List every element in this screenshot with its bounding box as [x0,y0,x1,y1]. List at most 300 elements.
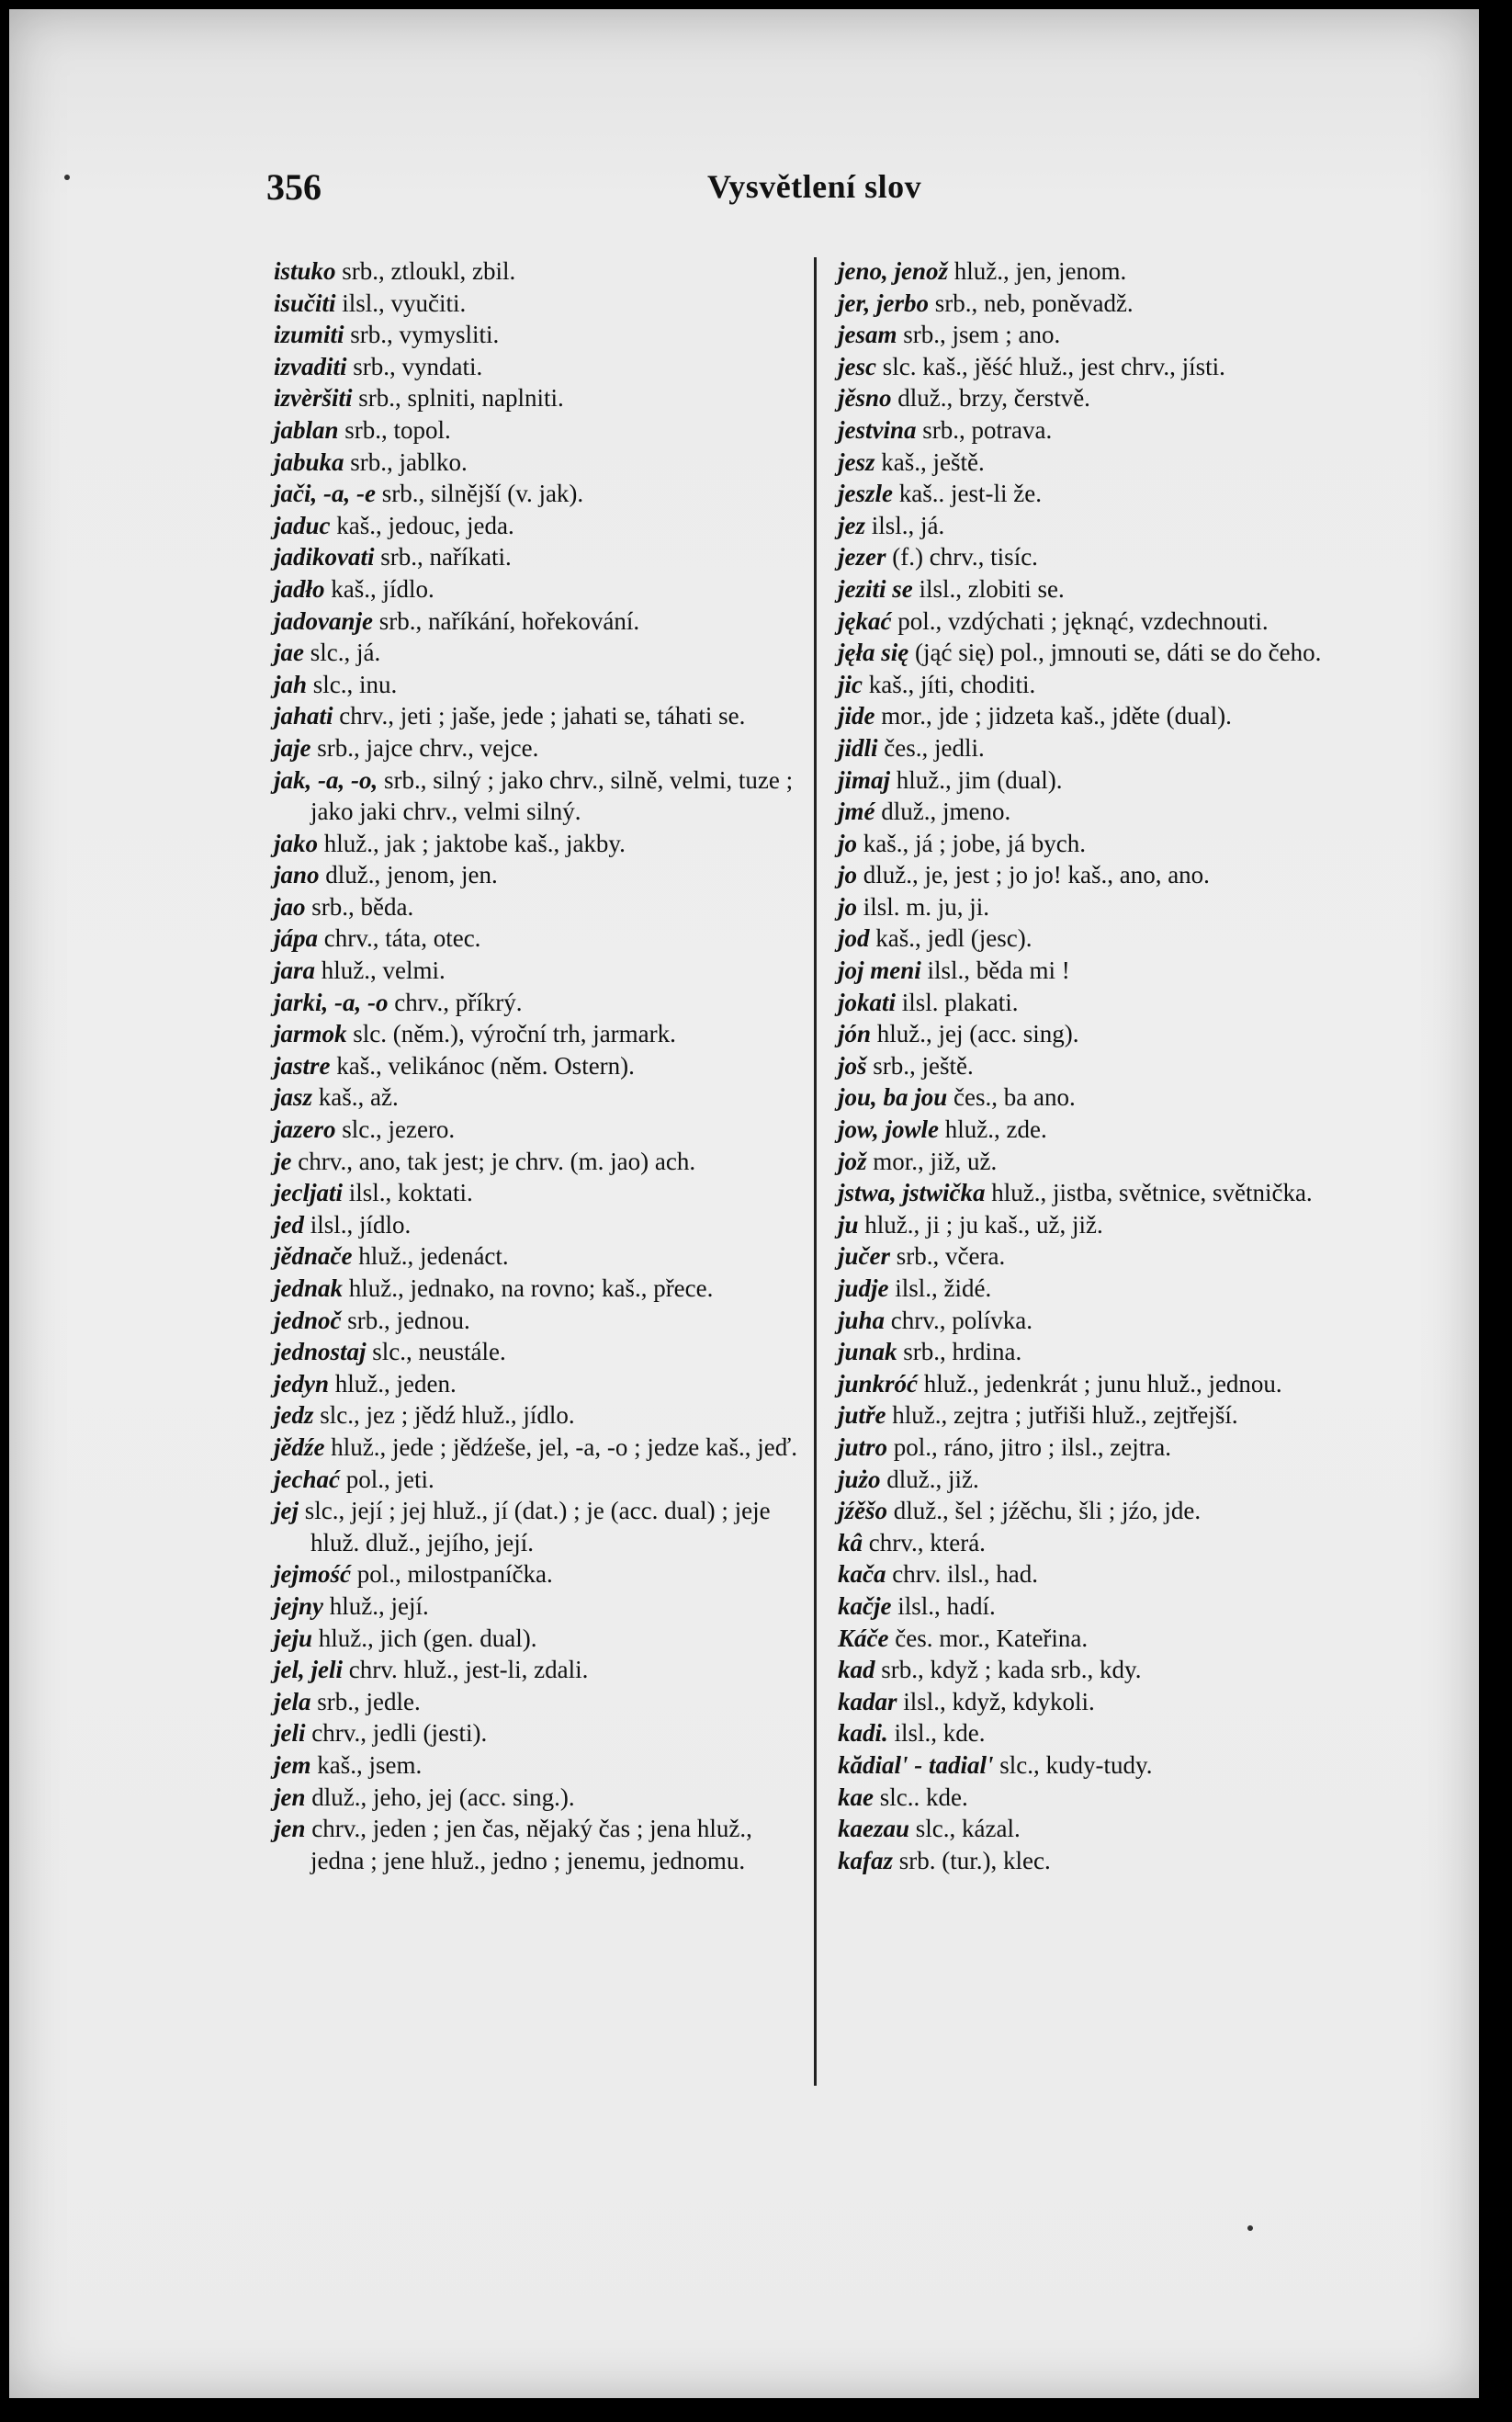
dictionary-entry [838,319,1371,351]
entry-headword: jak, -a, -o, [274,765,378,794]
entry-headword: jide [838,702,875,730]
entry-definition: pol., jeti. [339,1465,434,1493]
dictionary-entry [274,414,797,447]
entry-definition: (f.) chrv., tisíc. [886,543,1038,572]
dictionary-entry [838,447,1371,479]
entry-headword: jano [274,861,320,889]
dictionary-entry [838,351,1371,383]
entry-definition: hluž., její. [323,1591,429,1620]
dictionary-entry [838,1240,1371,1273]
entry-definition: srb., jedle. [310,1687,421,1715]
dictionary-entry [838,1114,1371,1146]
entry-headword: jedz [274,1401,314,1430]
dictionary-entry [838,1432,1371,1464]
entry-definition: hluž., zde. [939,1115,1047,1144]
entry-definition: srb., vyndati. [346,352,483,380]
entry-definition: slc., neustále. [366,1338,506,1366]
entry-headword: jic [838,670,863,698]
dictionary-entry [838,1273,1371,1305]
entry-definition: chrv., táta, otec. [318,924,481,953]
right-column [838,255,1371,1876]
dictionary-entry [838,1081,1371,1114]
dictionary-entry [274,382,797,414]
dictionary-entry [838,1686,1371,1718]
dictionary-entry [838,541,1371,573]
entry-headword: jechać [274,1465,340,1493]
dictionary-entry [274,1209,797,1241]
entry-headword: jednostaj [274,1338,367,1366]
entry-headword: jaduc [274,511,331,539]
entry-definition: dluž., již. [880,1465,979,1493]
entry-headword: jez [838,511,865,539]
entry-definition: hluž., jednako, na rovno; kaš., přece. [343,1274,714,1302]
entry-definition: srb., včera. [890,1242,1006,1271]
entry-definition: ilsl., koktati. [342,1179,473,1207]
dictionary-entry [274,669,797,701]
entry-headword: jokati [838,988,897,1016]
entry-headword: kača [838,1560,886,1589]
entry-headword: jen [274,1815,306,1843]
entry-headword: jeno, jenož [838,257,949,285]
dictionary-entry [274,1749,797,1782]
dictionary-entry [838,1558,1371,1590]
entry-definition: srb., vymysliti. [344,321,500,349]
dictionary-entry [274,1782,797,1814]
entry-definition: hluž., jich (gen. dual). [312,1624,537,1652]
entry-definition: srb., jajce chrv., vejce. [310,733,539,762]
entry-headword: jabuka [274,447,344,476]
dictionary-entry [838,1590,1371,1623]
entry-definition: hluž., jej (acc. sing). [871,1020,1079,1048]
dictionary-entry [838,1495,1371,1527]
entry-headword: kădial' - tadial' [838,1750,994,1779]
entry-definition: kaš., velikánoc (něm. Ostern). [330,1051,635,1080]
entry-headword: jučer [838,1242,890,1271]
entry-headword: jao [274,892,306,921]
page-number: 356 [266,166,322,208]
entry-headword: jědnače [274,1242,353,1271]
dictionary-entry [838,1368,1371,1400]
dictionary-entry [274,1590,797,1623]
entry-definition: kaš., jsem. [310,1750,423,1779]
entry-headword: jablan [274,415,339,444]
entry-headword: jarmok [274,1020,347,1048]
entry-headword: jezer [838,543,886,572]
entry-definition: srb., topol. [338,415,451,444]
entry-headword: kaezau [838,1815,910,1843]
dictionary-entry [838,1654,1371,1686]
entry-definition: pol., vzdýchati ; jęknąć, vzdechnouti. [891,606,1269,635]
entry-definition: slc.. kde. [873,1783,968,1811]
dictionary-entry [838,1177,1371,1209]
entry-headword: ju [838,1210,859,1239]
entry-headword: jod [838,924,870,953]
dictionary-entry [838,510,1371,542]
entry-headword: kâ [838,1528,863,1556]
scan-speck [64,175,70,180]
page-header [9,9,1479,221]
dictionary-entry [838,1782,1371,1814]
dictionary-entry [274,255,797,288]
entry-definition: pol., milostpaníčka. [350,1560,553,1589]
entry-definition: ilsl., hadí. [891,1591,996,1620]
entry-definition: čes. mor., Kateřina. [888,1624,1089,1652]
dictionary-entry [274,1081,797,1114]
dictionary-entry [838,891,1371,923]
dictionary-entry [274,1495,797,1558]
entry-definition: slc., inu. [307,670,398,698]
entry-headword: jestvina [838,415,917,444]
dictionary-entry [274,1623,797,1655]
entry-definition: (jąć się) pol., jmnouti se, dáti se do čeho. [908,639,1322,667]
entry-headword: jarki, -a, -o [274,988,389,1016]
entry-headword: jeli [274,1719,306,1748]
dictionary-entry [274,541,797,573]
entry-headword: jejmość [274,1560,351,1589]
entry-definition: chrv., ano, tak jest; je chrv. (m. jao) ach. [291,1147,696,1175]
entry-definition: dluž., jeho, jej (acc. sing.). [305,1783,575,1811]
dictionary-entry [838,859,1371,891]
entry-definition: chrv., jeti ; jaše, jede ; jahati se, táhati se. [333,702,746,730]
dictionary-entry [274,1717,797,1749]
entry-headword: jen [274,1783,306,1811]
column-divider [814,257,817,2086]
entry-definition: ilsl. m. ju, ji. [857,892,990,921]
entry-headword: jecljati [274,1179,343,1207]
entry-headword: jesam [838,321,897,349]
entry-headword: jadovanje [274,606,373,635]
entry-definition: srb., splniti, naplniti. [352,384,564,413]
entry-definition: dluž., brzy, čerstvě. [891,384,1090,413]
dictionary-entry [274,922,797,955]
dictionary-entry [838,987,1371,1019]
entry-definition: srb., potrava. [916,415,1053,444]
dictionary-entry [838,669,1371,701]
dictionary-entry [274,1368,797,1400]
dictionary-entry [274,828,797,860]
dictionary-entry [838,1336,1371,1368]
entry-headword: jara [274,956,316,985]
entry-headword: judje [838,1274,889,1302]
dictionary-entry [838,606,1371,638]
entry-definition: srb., naříkati. [374,543,512,572]
entry-definition: hluž., jak ; jaktobe kaš., jakby. [318,829,626,857]
dictionary-entry [838,1749,1371,1782]
entry-headword: jahati [274,702,333,730]
entry-headword: izvaditi [274,352,347,380]
entry-headword: junak [838,1338,897,1366]
entry-headword: jstwa, jstwička [838,1179,986,1207]
entry-headword: jeziti se [838,574,913,603]
entry-headword: je [274,1147,292,1175]
entry-headword: izumiti [274,321,344,349]
entry-headword: jo [838,829,858,857]
entry-definition: chrv., která. [863,1528,986,1556]
dictionary-entry [274,764,797,828]
entry-definition: kaš., jídlo. [324,574,434,603]
dictionary-entry [274,637,797,669]
entry-definition: hluž., jistba, světnice, světnička. [985,1179,1313,1207]
entry-definition: ilsl., jídlo. [304,1210,412,1239]
entry-definition: kaš., jedouc, jeda. [330,511,514,539]
entry-definition: chrv. hluž., jest-li, zdali. [342,1656,589,1684]
entry-headword: još [838,1051,867,1080]
entry-definition: hluž., zejtra ; jutřiši hluž., zejtřejší. [886,1401,1238,1430]
dictionary-entry [274,1399,797,1432]
entry-headword: jou, ba jou [838,1083,948,1112]
dictionary-entry [838,478,1371,510]
entry-headword: jaje [274,733,311,762]
dictionary-entry [838,1305,1371,1337]
entry-definition: pol., ráno, jitro ; ilsl., zejtra. [887,1432,1171,1461]
entry-definition: chrv., jeden ; jen čas, nějaký čas ; jena hluž., jedna ; jene hluž., jedno ; jenemu, jednomu. [305,1815,752,1874]
entry-definition: hluž., jedenkrát ; junu hluž., jednou. [918,1369,1282,1398]
entry-definition: hluž., jim (dual). [890,765,1063,794]
entry-definition: mor., již, už. [866,1147,998,1175]
entry-headword: jápa [274,924,319,953]
entry-headword: jo [838,892,858,921]
entry-definition: hluž., jedenáct. [352,1242,509,1271]
dictionary-entry [274,1654,797,1686]
entry-definition: kaš., ještě. [874,447,985,476]
dictionary-entry [838,922,1371,955]
dictionary-entry [838,382,1371,414]
entry-definition: hluž., ji ; ju kaš., už, již. [858,1210,1103,1239]
entry-definition: ilsl., vyučiti. [335,289,467,317]
entry-headword: jel, jeli [274,1656,343,1684]
dictionary-entry [274,1050,797,1082]
entry-definition: hluž., jen, jenom. [948,257,1127,285]
dictionary-entry [274,478,797,510]
entry-definition: hluž., jede ; jědźeše, jel, -a, -o ; jedze kaš., jeď. [324,1432,797,1461]
entry-definition: srb., jablko. [344,447,468,476]
dictionary-entry [838,1623,1371,1655]
entry-headword: jadło [274,574,325,603]
book-page [9,9,1479,2398]
entry-headword: jazero [274,1115,336,1144]
entry-headword: kadi. [838,1719,888,1748]
entry-definition: ilsl., zlobiti se. [912,574,1065,603]
entry-headword: jednak [274,1274,344,1302]
entry-headword: jeju [274,1624,313,1652]
dictionary-entry [838,255,1371,288]
entry-headword: jesz [838,447,875,476]
entry-definition: srb., silný ; jako chrv., silně, velmi, tuze ; jako jaki chrv., velmi silný. [310,765,794,826]
dictionary-entry [274,1305,797,1337]
entry-headword: junkróć [838,1369,919,1398]
entry-headword: kae [838,1783,874,1811]
dictionary-entry [274,1464,797,1496]
entry-definition: chrv., jedli (jesti). [305,1719,488,1748]
entry-headword: isučiti [274,289,336,317]
entry-definition: dluž., jmeno. [874,798,1011,826]
entry-headword: kačje [838,1591,892,1620]
dictionary-entry [274,1813,797,1876]
entry-headword: kadar [838,1687,897,1715]
entry-headword: istuko [274,257,336,285]
entry-headword: joj meni [838,956,921,985]
dictionary-entry [838,1845,1371,1877]
entry-headword: juha [838,1306,886,1334]
dictionary-entry [274,1336,797,1368]
dictionary-entry [274,987,797,1019]
dictionary-entry [838,1464,1371,1496]
entry-headword: jer, jerbo [838,289,929,317]
entry-headword: kad [838,1656,875,1684]
entry-definition: srb., ještě. [866,1051,974,1080]
dictionary-entry [274,891,797,923]
entry-headword: jutře [838,1401,886,1430]
dictionary-entry [838,637,1371,669]
left-column [274,255,797,1876]
entry-definition: srb., jsem ; ano. [897,321,1061,349]
entry-definition: ilsl., běda mi ! [920,956,1070,985]
entry-definition: slc. (něm.), výroční trh, jarmark. [346,1020,676,1048]
entry-definition: čes., ba ano. [947,1083,1076,1112]
dictionary-entry [838,288,1371,320]
entry-headword: jimaj [838,765,891,794]
dictionary-entry [274,510,797,542]
dictionary-entry [838,414,1371,447]
entry-definition: ilsl. plakati. [896,988,1019,1016]
entry-headword: jón [838,1020,872,1048]
dictionary-entry [838,1527,1371,1559]
dictionary-entry [838,1399,1371,1432]
dictionary-entry [274,1686,797,1718]
entry-definition: slc., kudy-tudy. [993,1750,1153,1779]
dictionary-entry [838,1209,1371,1241]
entry-headword: jěsno [838,384,892,413]
entry-headword: jedyn [274,1369,329,1398]
entry-headword: kafaz [838,1846,893,1874]
entry-definition: hluž., velmi. [315,956,446,985]
dictionary-entry [274,1558,797,1590]
entry-headword: Káče [838,1624,889,1652]
entry-definition: slc., jezero. [335,1115,456,1144]
entry-headword: jutro [838,1432,888,1461]
entry-definition: hluž., jeden. [329,1369,457,1398]
entry-headword: jesc [838,352,876,380]
dictionary-entry [274,700,797,732]
dictionary-entry [274,1146,797,1178]
entry-definition: kaš., jíti, choditi. [863,670,1036,698]
dictionary-entry [274,1240,797,1273]
dictionary-entry [838,828,1371,860]
dictionary-entry [838,1050,1371,1082]
entry-headword: jźěšo [838,1497,887,1525]
entry-headword: jah [274,670,308,698]
entry-definition: chrv. ilsl., had. [886,1560,1038,1589]
dictionary-entry [274,288,797,320]
entry-definition: slc., kázal. [909,1815,1021,1843]
dictionary-entry [274,955,797,987]
entry-headword: jae [274,639,304,667]
dictionary-entry [274,732,797,764]
dictionary-entry [838,700,1371,732]
entry-headword: jědźe [274,1432,325,1461]
dictionary-entry [838,955,1371,987]
entry-definition: ilsl., kde. [887,1719,986,1748]
entry-definition: srb., když ; kada srb., kdy. [874,1656,1142,1684]
entry-headword: jem [274,1750,311,1779]
entry-headword: jastre [274,1051,331,1080]
entry-definition: mor., jde ; jidzeta kaš., jděte (dual). [874,702,1232,730]
entry-definition: srb., silnější (v. jak). [375,480,584,508]
dictionary-entry [274,606,797,638]
entry-definition: ilsl., když, kdykoli. [897,1687,1095,1715]
entry-definition: slc., její ; jej hluž., jí (dat.) ; je (acc. dual) ; jeje hluž. dluž., jejího, její. [299,1497,771,1556]
entry-headword: jmé [838,798,875,826]
entry-definition: srb. (tur.), klec. [893,1846,1051,1874]
entry-headword: jasz [274,1083,313,1112]
entry-headword: jadikovati [274,543,375,572]
dictionary-entry [274,859,797,891]
dictionary-entry [274,319,797,351]
dictionary-entry [838,1813,1371,1845]
entry-headword: izvèršiti [274,384,353,413]
entry-headword: jed [274,1210,304,1239]
entry-definition: čes., jedli. [877,733,985,762]
entry-headword: jako [274,829,319,857]
running-title: Vysvětlení slov [707,168,922,205]
entry-definition: kaš., já ; jobe, já bych. [857,829,1086,857]
dictionary-entry [838,1018,1371,1050]
entry-headword: jo [838,861,858,889]
dictionary-entry [838,732,1371,764]
dictionary-entry [274,1114,797,1146]
entry-headword: jękać [838,606,892,635]
entry-definition: srb., hrdina. [897,1338,1022,1366]
dictionary-entry [274,1432,797,1464]
entry-definition: chrv., polívka. [885,1306,1033,1334]
scan-speck [1247,2225,1253,2231]
entry-headword: jidli [838,733,878,762]
entry-definition: ilsl., já. [865,511,945,539]
dictionary-entry [838,573,1371,606]
dictionary-entry [838,1717,1371,1749]
dictionary-entry [838,764,1371,797]
entry-definition: srb., jednou. [341,1306,470,1334]
entry-definition: dluž., je, jest ; jo jo! kaš., ano, ano. [857,861,1210,889]
entry-headword: jej [274,1497,299,1525]
dictionary-entry [274,1273,797,1305]
entry-definition: ilsl., židé. [888,1274,992,1302]
entry-definition: srb., naříkání, hořekování. [373,606,640,635]
entry-headword: jow, jowle [838,1115,940,1144]
entry-headword: jeszle [838,480,893,508]
entry-definition: slc., já. [304,639,381,667]
dictionary-entry [838,796,1371,828]
entry-headword: jęła się [838,639,909,667]
dictionary-entry [274,447,797,479]
entry-definition: dluž., jenom, jen. [319,861,498,889]
entry-definition: srb., běda. [305,892,414,921]
dictionary-entry [274,351,797,383]
entry-headword: jednoč [274,1306,342,1334]
entry-definition: slc. kaš., jěść hluž., jest chrv., jísti. [875,352,1225,380]
entry-headword: jejny [274,1591,323,1620]
entry-headword: jači, -a, -e [274,480,376,508]
entry-definition: srb., neb, poněvadž. [929,289,1134,317]
entry-definition: srb., ztloukl, zbil. [335,257,516,285]
entry-headword: jož [838,1147,867,1175]
dictionary-entry [274,1018,797,1050]
entry-definition: chrv., příkrý. [388,988,523,1016]
entry-definition: kaš.. jest-li že. [893,480,1042,508]
entry-definition: dluž., šel ; jźěchu, šli ; jźo, jde. [887,1497,1202,1525]
entry-definition: slc., jez ; jědź hluž., jídlo. [313,1401,575,1430]
dictionary-entry [274,1177,797,1209]
